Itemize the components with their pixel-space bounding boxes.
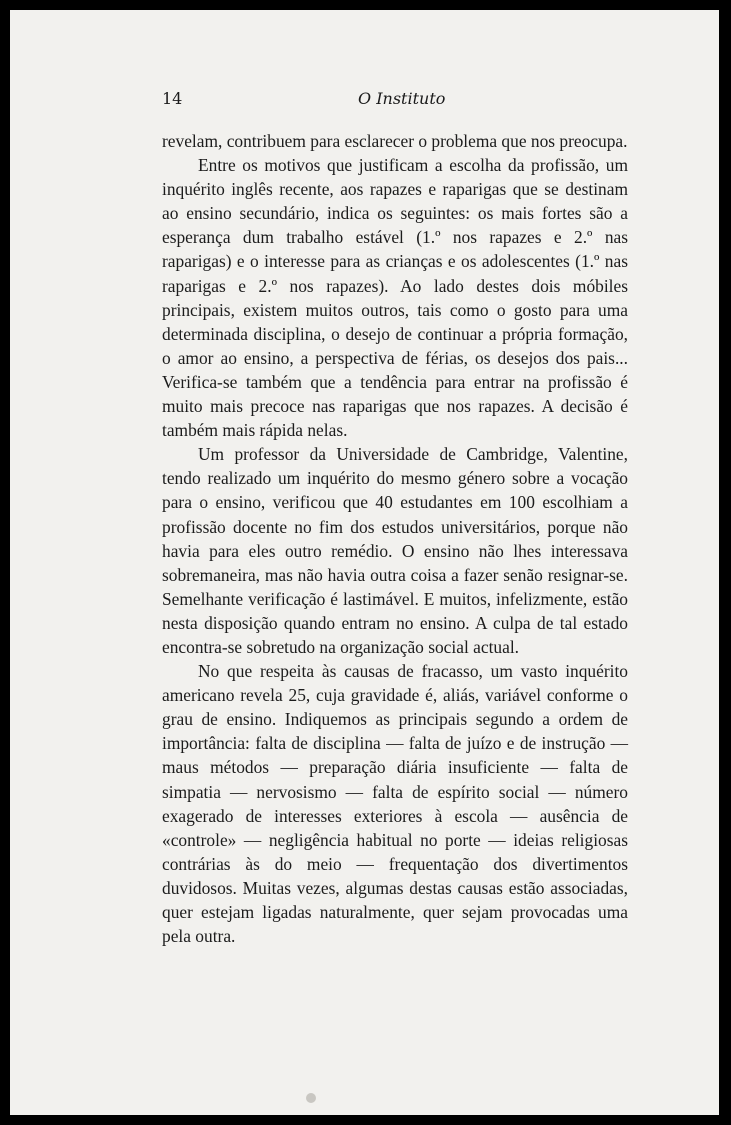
running-title: O Instituto (358, 89, 446, 108)
paragraph-motives: Entre os motivos que justificam a escolha da profissão, um inquérito inglês recente, aos rapazes e raparigas que se destinam ao ensino secundário, indica os seguintes: os mais fortes são a esperança dum trabalho estável (1.º nos rapazes e 2.º nas raparigas) e o interesse para as crianças e os adolescentes (1.º nas raparigas e 2.º nos rapazes). Ao lado destes dois móbiles principais, existem muitos outros, tais como o gosto para uma determinada disciplina, o desejo de continuar a própria formação, o amor ao ensino, a perspectiva de férias, os desejos dos pais... Verifica-se também que a tendência para entrar na profissão é muito mais precoce nas raparigas que nos rapazes. A decisão é também mais rápida nelas. (162, 155, 628, 441)
paragraph-failure-causes: No que respeita às causas de fracasso, um vasto inquérito americano revela 25, cuja gravidade é, aliás, variável conforme o grau de ensino. Indiquemos as principais segundo a ordem de importância: falta de disciplina — falta de juízo e de instrução — maus métodos — preparação diária insuficiente — falta de simpatia — nervosismo — falta de espírito social — número exagerado de interesses exteriores à escola — ausência de «controle» — negligência habitual no porte — ideias religiosas contrárias às do meio — frequentação dos divertimentos duvidosos. Muitas vezes, algumas destas causas estão associadas, quer estejam ligadas naturalmente, quer sejam provocadas uma pela outra. (162, 661, 628, 947)
paragraph-continuation: revelam, contribuem para esclarecer o problema que nos preocupa. (162, 131, 628, 151)
book-page (10, 10, 719, 1115)
paragraph-cambridge: Um professor da Universidade de Cambridge, Valentine, tendo realizado um inquérito do mesmo género sobre a vocação para o ensino, verificou que 40 estudantes em 100 escolhiam a profissão docente no fim dos estudos universitários, porque não havia para eles outro remédio. O ensino não lhes interessava sobremaneira, mas não havia outra coisa a fazer senão resignar-se. Semelhante verificação é lastimável. E muitos, infelizmente, estão nesta disposição quando entram no ensino. A culpa de tal estado encontra-se sobretudo na organização social actual. (162, 444, 628, 657)
body-text (162, 129, 628, 948)
page-number: 14 (162, 89, 183, 108)
paper-blemish (306, 1093, 316, 1103)
running-head (162, 89, 628, 113)
